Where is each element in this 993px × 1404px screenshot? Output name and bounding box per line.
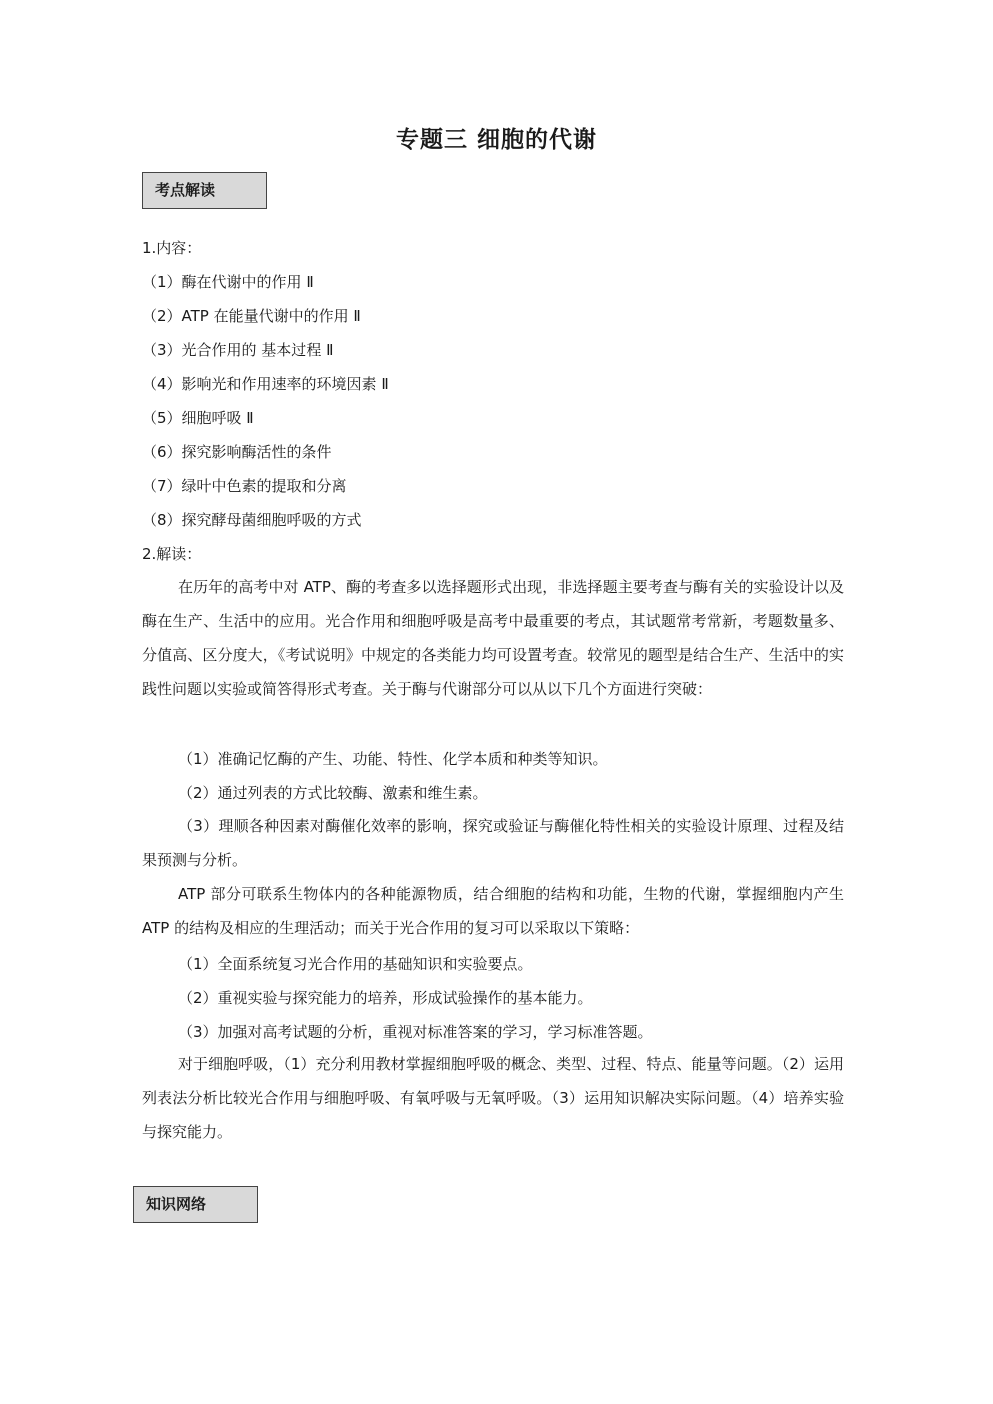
content-item: （4）影响光和作用速率的环境因素 Ⅱ [142, 375, 389, 393]
content-item: （5）细胞呼吸 Ⅱ [142, 409, 254, 427]
content-item: （3）光合作用的 基本过程 Ⅱ [142, 341, 334, 359]
content-item: （1）酶在代谢中的作用 Ⅱ [142, 273, 314, 291]
enzyme-point: （3）理顺各种因素对酶催化效率的影响，探究或验证与酶催化特性相关的实验设计原理、过程及结果预测与分析。 [142, 817, 844, 869]
respiration-paragraph: 对于细胞呼吸，（1）充分利用教材掌握细胞呼吸的概念、类型、过程、特点、能量等问题。（2）运用列表法分析比较光合作用与细胞呼吸、有氧呼吸与无氧呼吸。（3）运用知识解决实际问题。（4）培养实验与探究能力。 [142, 1055, 844, 1141]
content-heading: 1.内容： [142, 239, 202, 257]
content-item: （6）探究影响酶活性的条件 [142, 443, 332, 461]
section-label-exam-points: 考点解读 [142, 172, 267, 209]
photosynthesis-point: （1）全面系统复习光合作用的基础知识和实验要点。 [178, 955, 533, 973]
interpret-paragraph: 在历年的高考中对 ATP、酶的考查多以选择题形式出现，非选择题主要考查与酶有关的实验设计以及酶在生产、生活中的应用。光合作用和细胞呼吸是高考中最重要的考点，其试题常考常新，考题数量多、分值高、区分度大，《考试说明》中规定的各类能力均可设置考查。较常见的题型是结合生产、生活中的实践性问题以实验或简答得形式考查。关于酶与代谢部分可以从以下几个方面进行突破： [142, 578, 844, 698]
content-item: （7）绿叶中色素的提取和分离 [142, 477, 347, 495]
content-item: （8）探究酵母菌细胞呼吸的方式 [142, 511, 362, 529]
enzyme-point: （1）准确记忆酶的产生、功能、特性、化学本质和种类等知识。 [178, 750, 608, 768]
photosynthesis-point: （3）加强对高考试题的分析，重视对标准答案的学习，学习标准答题。 [178, 1023, 653, 1041]
page-title: 专题三 细胞的代谢 [395, 127, 597, 153]
photosynthesis-point: （2）重视实验与探究能力的培养，形成试验操作的基本能力。 [178, 989, 593, 1007]
enzyme-point: （2）通过列表的方式比较酶、激素和维生素。 [178, 784, 488, 802]
section-label-knowledge-network: 知识网络 [133, 1186, 258, 1223]
interpret-heading: 2.解读： [142, 545, 202, 563]
atp-paragraph: ATP 部分可联系生物体内的各种能源物质，结合细胞的结构和功能，生物的代谢，掌握细胞内产生 ATP 的结构及相应的生理活动；而关于光合作用的复习可以采取以下策略： [142, 885, 844, 937]
content-item: （2）ATP 在能量代谢中的作用 Ⅱ [142, 307, 361, 325]
